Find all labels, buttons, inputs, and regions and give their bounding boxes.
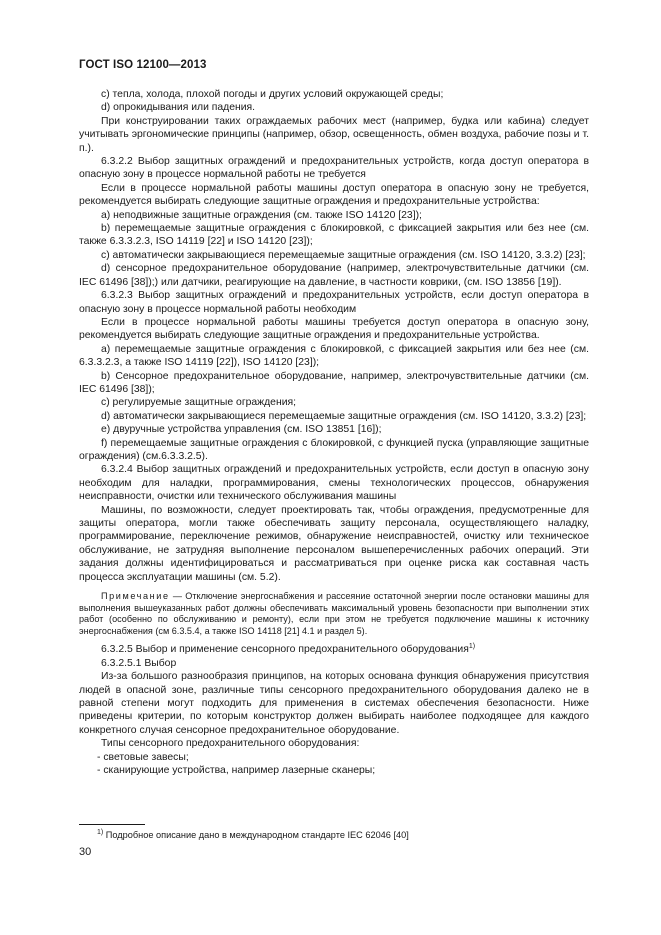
section-heading: 6.3.2.3 Выбор защитных ограждений и предохранительных устройств, если доступ оператора в опасную зону в процессе нормальной работы необходим — [79, 290, 589, 315]
subsection-heading: 6.3.2.5.1 Выбор — [101, 657, 177, 669]
list-item: a) перемещаемые защитные ограждения с блокировкой, с фиксацией закрытия или без нее (см. 6.3.3.2.3, а также ISO 14119 [22]), ISO 14120 [23]); — [79, 343, 589, 369]
footnote-divider — [79, 824, 145, 825]
list-item: c) регулируемые защитные ограждения; — [101, 397, 297, 409]
list-item: a) неподвижные защитные ограждения (см. также ISO 14120 [23]); — [101, 209, 422, 221]
list-item: d) сенсорное предохранительное оборудование (например, электрочувствительные датчики (см. IEC 61496 [38]);) или датчики, реагирующие на давление, в частности коврики, (см. ISO 13856 [19]). — [79, 263, 589, 288]
body-paragraph: Типы сенсорного предохранительного оборудования: — [101, 738, 360, 750]
body-paragraph: Если в процессе нормальной работы машины требуется доступ оператора в опасную зону, рекомендуется выбирать следующие защитные ограждения и предохранительные устройства. — [79, 316, 589, 342]
footnote-text: Подробное описание дано в международном стандарте IEC 62046 [40] — [103, 830, 409, 840]
list-item: - световые завесы; — [97, 751, 189, 763]
list-item: e) двуручные устройства управления (см. ISO 13851 [16]); — [101, 424, 382, 436]
footnote-reference[interactable]: 1) — [468, 643, 476, 651]
body-paragraph: При конструировании таких ограждаемых рабочих мест (например, будка или кабина) следует учитывать эргономические принципы (например, обзор, освещенность, обмен воздуха, рабочие позы и т. п.). — [79, 115, 589, 154]
body-paragraph: Машины, по возможности, следует проектировать так, чтобы ограждения, предусмотренные для защиты оператора, могли также обеспечивать защиту персонала, осуществляющего наладку, программирование, переключение режимов, обнаружение неисправностей, очистку или техническое обслуживание, не затрудняя выполнение персоналом вышеперечисленных рабочих операций. Эти задания должны идентифицироваться и рассматриваться при оценке риска как составная часть процесса эксплуатации машины (см. 5.2). — [79, 504, 589, 583]
footnote-mark: 1) — [97, 829, 104, 836]
note-label: Примечание — [101, 591, 170, 602]
note-paragraph — [79, 591, 589, 637]
list-item: c) автоматически закрывающиеся перемещаемые защитные ограждения (см. ISO 14120, 3.3.2) [23]; — [101, 249, 586, 261]
list-item: b) Сенсорное предохранительное оборудование, например, электрочувствительные датчики (см. IEC 61496 [38]); — [79, 370, 589, 395]
list-item: c) тепла, холода, плохой погоды и других условий окружающей среды; — [101, 89, 444, 100]
list-item: b) перемещаемые защитные ограждения с блокировкой, с фиксацией закрытия или без нее (см. также 6.3.3.2.3, ISO 14119 [22] и ISO 14120 [23]); — [79, 223, 589, 248]
page-body — [79, 88, 589, 777]
section-heading: 6.3.2.4 Выбор защитных ограждений и предохранительных устройств, если доступ в опасную зону необходим для наладки, программирования, смены технологических процессов, обнаружения неисправности, очистки или технического обслуживания машины — [79, 464, 589, 503]
section-heading — [79, 643, 589, 656]
footnote — [97, 829, 597, 841]
document-header: ГОСТ ISO 12100—2013 — [79, 59, 207, 71]
list-item: - сканирующие устройства, например лазерные сканеры; — [97, 765, 376, 777]
body-paragraph: Из-за большого разнообразия принципов, на которых основана функция обнаружения присутствия людей в опасной зоне, различные типы сенсорного предохранительного оборудования далеко не в равной степени могут подходить для применения в системах обеспечения безопасности. Ниже приведены критерии, по которым конструктор должен выбирать наиболее подходящее для каждого конкретного случая сенсорное предохранительное оборудование. — [79, 671, 589, 736]
page-number: 30 — [79, 846, 92, 858]
body-paragraph: Если в процессе нормальной работы машины доступ оператора в опасную зону не требуется, рекомендуется выбирать следующие защитные ограждения и предохранительные устройства: — [79, 182, 589, 208]
section-heading-text: 6.3.2.5 Выбор и применение сенсорного предохранительного оборудования — [101, 644, 469, 656]
note-text: — Отключение энергоснабжения и рассеяние остаточной энергии после остановки машины для выполнения вышеуказанных работ должны обеспечивать максимальный уровень безопасности при выполнении этих работ (особенно по обслуживанию и ремонту), если при этом не требуется подключение машины к источнику энергоснабжения (см 6.3.5.4, а также ISO 14118 [21] 4.1 и раздел 5). — [79, 591, 589, 636]
list-item: f) перемещаемые защитные ограждения с блокировкой, с функцией пуска (управляющие защитные ограждения) (см.6.3.3.2.5). — [79, 437, 589, 462]
list-item: d) автоматически закрывающиеся перемещаемые защитные ограждения (см. ISO 14120, 3.3.2) [23]; — [101, 410, 587, 422]
section-heading: 6.3.2.2 Выбор защитных ограждений и предохранительных устройств, когда доступ оператора в опасную зону в процессе нормальной работы не требуется — [79, 156, 589, 181]
list-item: d) опрокидывания или падения. — [101, 102, 256, 114]
